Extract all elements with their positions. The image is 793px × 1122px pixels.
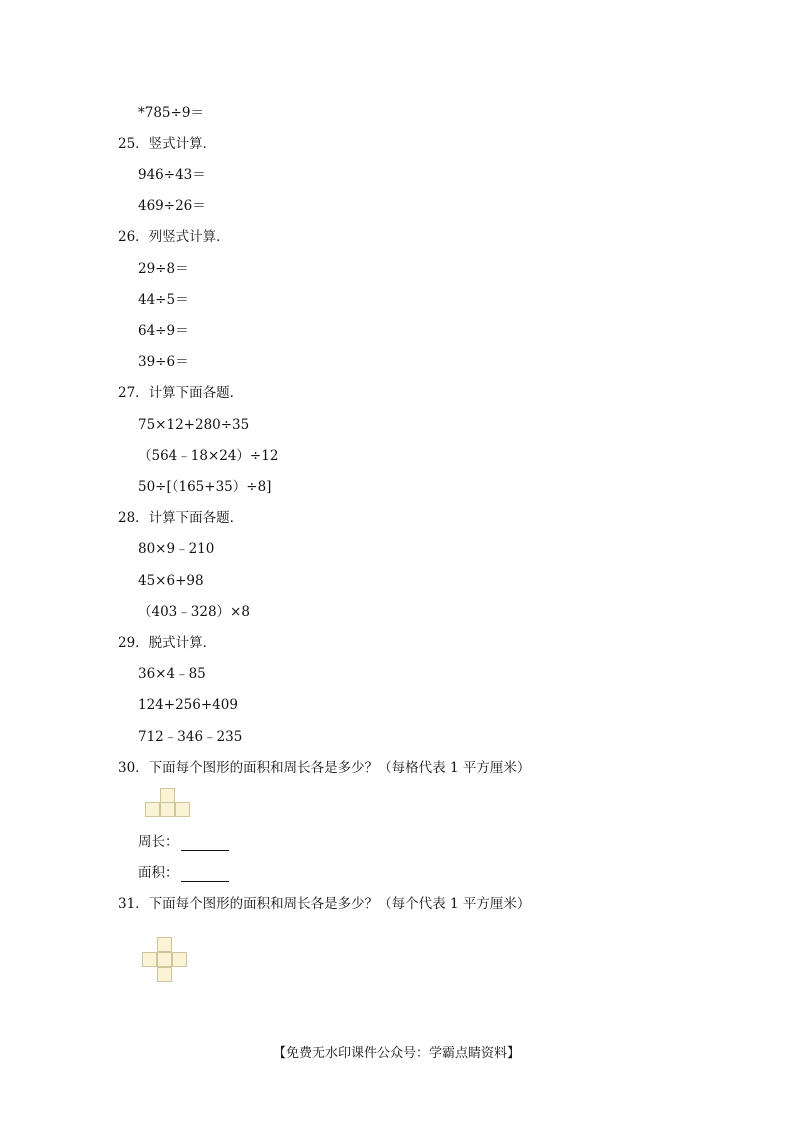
question-heading: 31．下面每个图形的面积和周长各是多少？（每个代表 1 平方厘米） (118, 896, 531, 912)
expression-line: 469÷26＝ (138, 198, 206, 214)
grid-cell (157, 967, 172, 982)
expression-line: 44÷5＝ (138, 292, 189, 308)
question-heading: 25．竖式计算． (118, 136, 217, 152)
area-label: 面积： (138, 865, 179, 881)
expression-line: （403﹣328）×8 (138, 604, 250, 620)
expression-line: 712﹣346﹣235 (138, 729, 243, 745)
question-heading: 30．下面每个图形的面积和周长各是多少？（每格代表 1 平方厘米） (118, 760, 531, 776)
expression-line: 946÷43＝ (138, 167, 206, 183)
area-row (138, 864, 229, 882)
expression-line: 39÷6＝ (138, 354, 189, 370)
grid-cell (157, 952, 172, 967)
expression-line: 80×9﹣210 (138, 541, 215, 557)
question-heading: 27．计算下面各题． (118, 385, 244, 401)
footer-note: 【免费无水印课件公众号：学霸点睛资料】 (272, 1046, 520, 1061)
grid-cell (172, 952, 187, 967)
expression-line: 45×6+98 (138, 573, 204, 589)
expression-line: 75×12+280÷35 (138, 417, 250, 433)
expression-line: 29÷8＝ (138, 261, 189, 277)
expression-line: 124+256+409 (138, 697, 238, 713)
grid-cell (157, 937, 172, 952)
perimeter-row (138, 833, 229, 851)
expression-line: （564﹣18×24）÷12 (138, 448, 279, 464)
grid-cell (145, 802, 160, 817)
expression-line: 64÷9＝ (138, 323, 189, 339)
question-heading: 29．脱式计算． (118, 635, 217, 651)
expression-line: 50÷[（165+35）÷8] (138, 479, 272, 495)
grid-cell (142, 952, 157, 967)
grid-cell (160, 802, 175, 817)
grid-cell (175, 802, 190, 817)
area-answer-blank[interactable] (181, 867, 229, 882)
expression-line: *785÷9＝ (138, 105, 204, 121)
expression-line: 36×4﹣85 (138, 666, 206, 682)
grid-cell (160, 788, 175, 803)
question-heading: 28．计算下面各题． (118, 510, 244, 526)
question-heading: 26．列竖式计算． (118, 229, 230, 245)
perimeter-label: 周长： (138, 834, 179, 850)
perimeter-answer-blank[interactable] (181, 836, 229, 851)
